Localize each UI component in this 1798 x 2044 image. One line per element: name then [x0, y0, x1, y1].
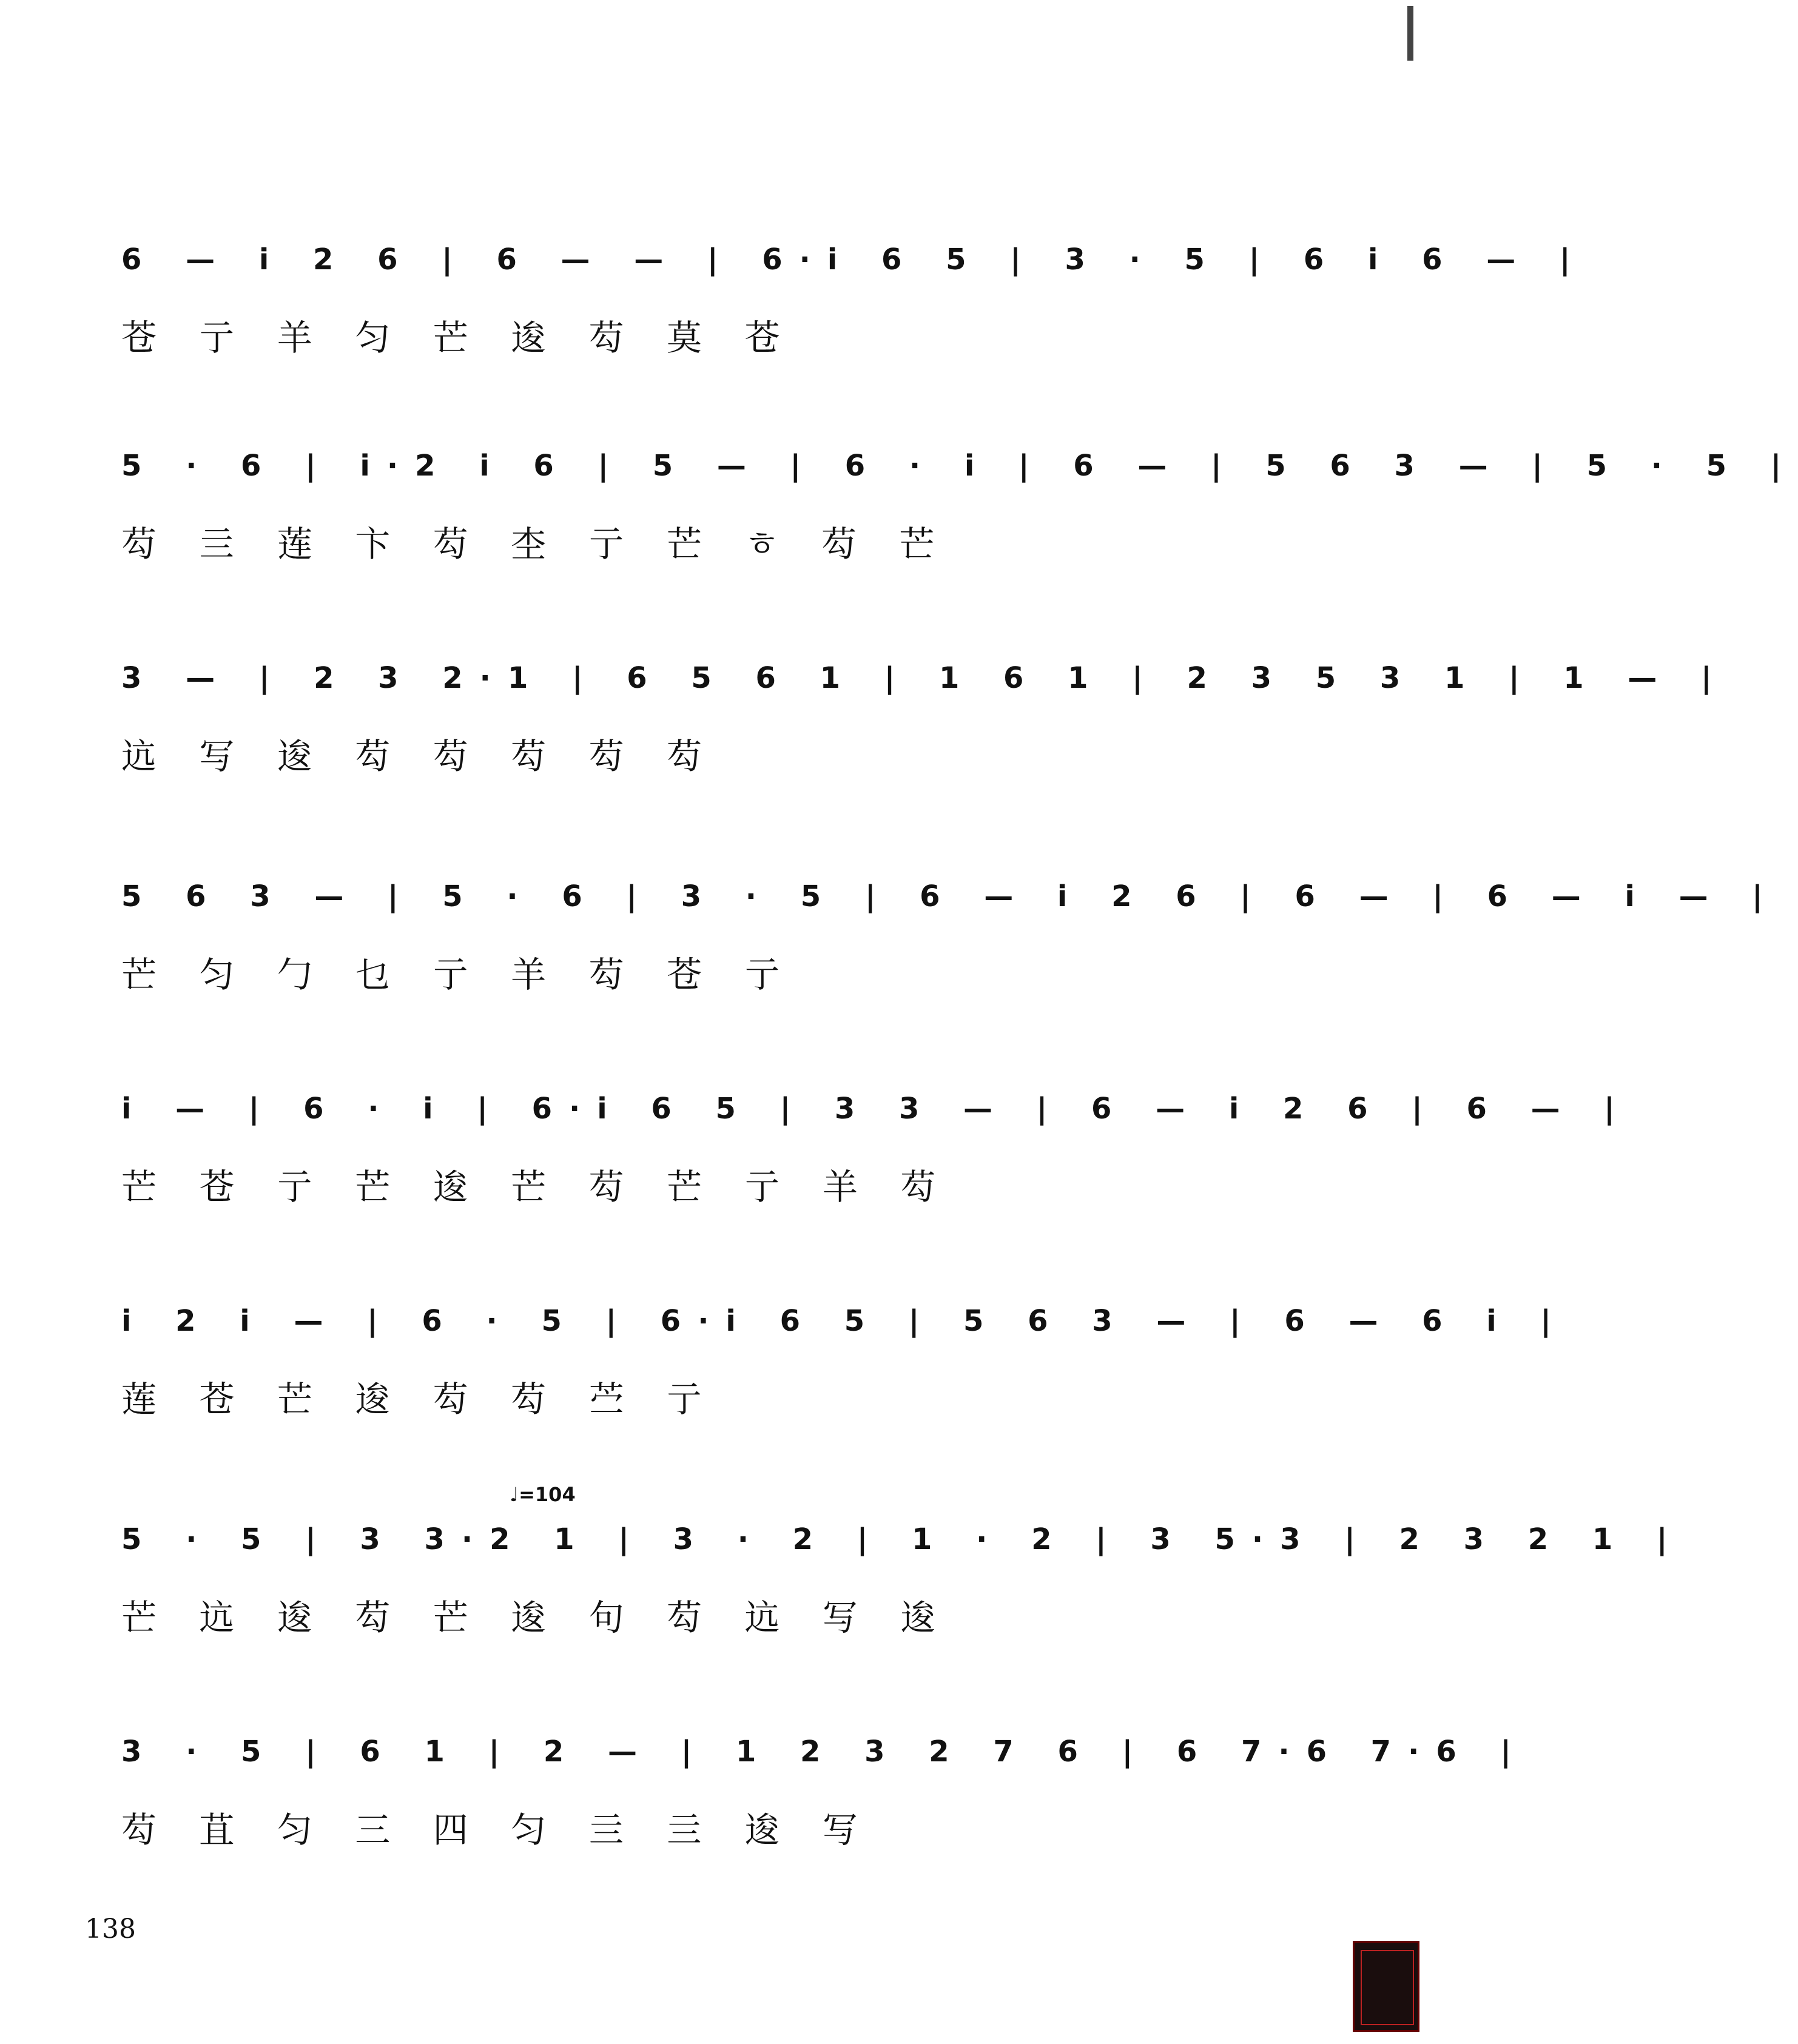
jianpu-notes: 5 · 6 | i·2 i 6 | 5 — | 6 · i | 6 — | 5 6 3 — | 5 · 5 |: [121, 449, 1798, 483]
jianpu-notes: 6 — i 2 6 | 6 — — | 6·i 6 5 | 3 · 5 | 6 i 6 — |: [121, 243, 1588, 277]
jianpu-notes: i 2 i — | 6 · 5 | 6·i 6 5 | 5 6 3 — | 6 — 6 i |: [121, 1304, 1568, 1338]
guqin-tablature: 芒 匀 勹 乜 亍 羊 芶 苍 亍: [121, 954, 796, 995]
guqin-tablature: 芒 迒 逡 芶 芒 逡 句 芶 迒 写 逡: [121, 1597, 952, 1638]
guqin-tablature: 莲 苍 芒 逡 芶 芶 苎 亍: [121, 1379, 718, 1420]
seal-stamp-icon: [1353, 1941, 1419, 2032]
tempo-marking: ♩=104: [510, 1483, 576, 1506]
jianpu-notes: i — | 6 · i | 6·i 6 5 | 3 3 — | 6 — i 2 6 | 6 — |: [121, 1092, 1632, 1126]
guqin-tablature: 芒 苍 亍 芒 逡 芒 芶 芒 亍 羊 芶: [121, 1166, 952, 1208]
guqin-tablature: 芶 亖 莲 卞 芶 杢 亍 芒 ㅎ 芶 芒: [121, 523, 951, 565]
scan-edge-mark: [1407, 6, 1413, 61]
guqin-tablature: 迒 写 逡 芶 芶 芶 芶 芶: [121, 736, 718, 777]
page-number: 138: [85, 1914, 136, 1945]
jianpu-notes: 3 · 5 | 6 1 | 2 — | 1 2 3 2 7 6 | 6 7·6 7·6 |: [121, 1735, 1528, 1769]
guqin-tablature: 苍 亍 羊 匀 芒 逡 芶 莫 苍: [121, 317, 796, 358]
jianpu-notes: 5 6 3 — | 5 · 6 | 3 · 5 | 6 — i 2 6 | 6 — | 6 — i — |: [121, 879, 1780, 913]
jianpu-notes: 5 · 5 | 3 3·2 1 | 3 · 2 | 1 · 2 | 3 5·3 | 2 3 2 1 |: [121, 1522, 1685, 1556]
jianpu-notes: 3 — | 2 3 2·1 | 6 5 6 1 | 1 6 1 | 2 3 5 3 1 | 1 — |: [121, 661, 1729, 695]
guqin-tablature: 芶 苴 匀 三 四 匀 亖 亖 逡 写: [121, 1809, 874, 1851]
